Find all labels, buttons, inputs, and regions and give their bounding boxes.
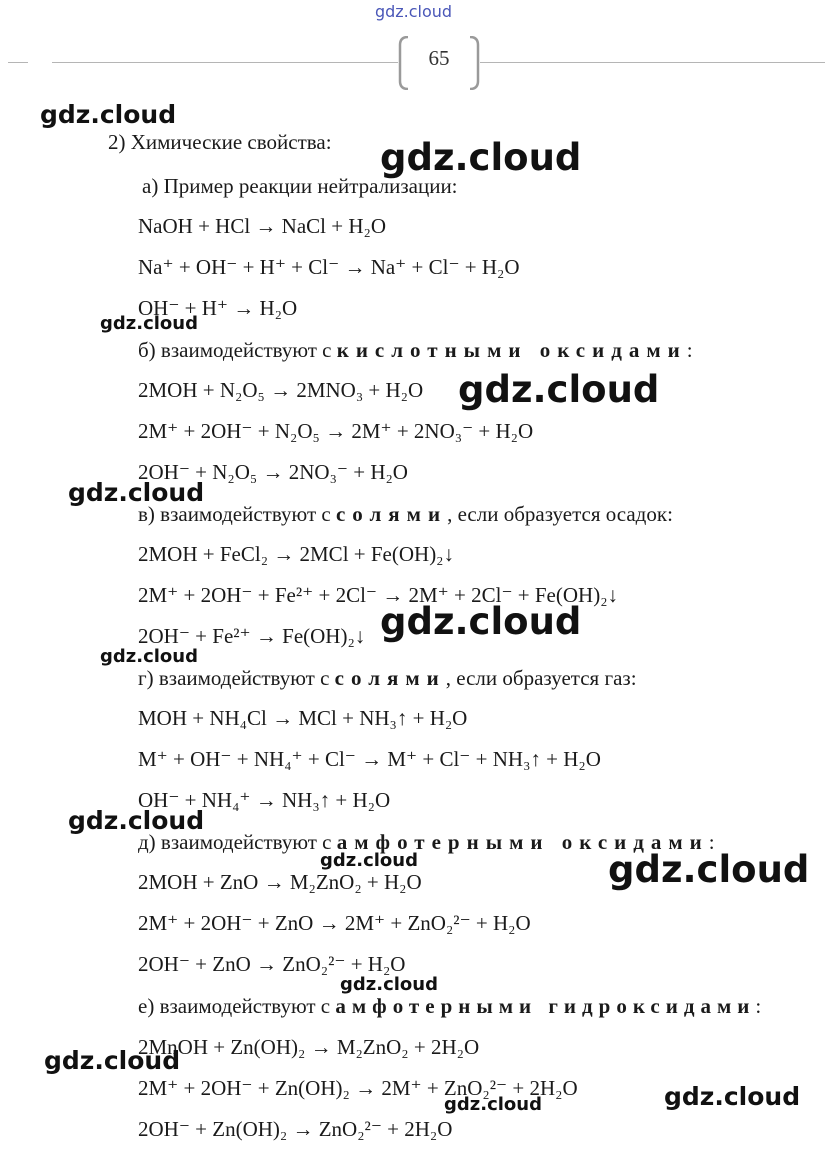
watermark: gdz.cloud [458, 368, 660, 411]
header-rule-right [480, 62, 825, 63]
watermark: gdz.cloud [44, 1046, 181, 1075]
section-e-prefix: е) взаимодействуют с [138, 994, 331, 1018]
section-b-eq3: 2OH⁻ + N₂O₅ → 2NO₃⁻ + H₂O [138, 460, 408, 484]
section-v-eq3: 2OH⁻ + Fe²⁺ → Fe(OH)₂↓ [138, 624, 366, 648]
section-b-eq1: 2MOH + N₂O₅ → 2MNO₃ + H₂O [138, 378, 424, 402]
watermark: gdz.cloud [68, 478, 205, 507]
section-v-emphasis: солями [335, 502, 448, 526]
section-g-eq2: M⁺ + OH⁻ + NH₄⁺ + Cl⁻ → M⁺ + Cl⁻ + NH₃↑ + H₂O [138, 747, 601, 771]
section-b-prefix: б) взаимодействуют с [138, 338, 332, 362]
section-v-suffix: , если образуется осадок: [447, 502, 673, 526]
site-link[interactable]: gdz.cloud [374, 2, 453, 21]
section-b-emphasis: кислотными оксидами [336, 338, 687, 362]
watermark: gdz.cloud [340, 974, 438, 995]
section-g-eq1: MOH + NH₄Cl → MCl + NH₃↑ + H₂O [138, 706, 468, 730]
section-heading: 2) Химические свойства: [108, 130, 332, 154]
watermark: gdz.cloud [444, 1094, 542, 1115]
section-d-eq3: 2OH⁻ + ZnO → ZnO₂²⁻ + H₂O [138, 952, 406, 976]
section-d-emphasis: амфотерными оксидами [336, 830, 709, 854]
watermark: gdz.cloud [68, 806, 205, 835]
header-rule-left [52, 62, 398, 63]
watermark: gdz.cloud [40, 100, 177, 129]
section-g-prefix: г) взаимодействуют с [138, 666, 330, 690]
watermark: gdz.cloud [664, 1082, 801, 1111]
section-e-eq2: 2M⁺ + 2OH⁻ + Zn(OH)₂ → 2M⁺ + ZnO₂²⁻ + 2H₂O [138, 1076, 578, 1100]
section-g-suffix: , если образуется газ: [445, 666, 637, 690]
section-v-eq1: 2MOH + FeCl₂ → 2MCl + Fe(OH)₂↓ [138, 542, 455, 566]
section-a-eq3: OH⁻ + H⁺ → H₂O [138, 296, 298, 320]
section-d-prefix: д) взаимодействуют с [138, 830, 332, 854]
section-e-suffix: : [755, 994, 762, 1018]
section-g-emphasis: солями [334, 666, 446, 690]
section-e-title [138, 994, 761, 1019]
watermark: gdz.cloud [380, 136, 582, 179]
section-a-eq2: Na⁺ + OH⁻ + H⁺ + Cl⁻ → Na⁺ + Cl⁻ + H₂O [138, 255, 520, 279]
section-a-title: а) Пример реакции нейтрализации: [142, 174, 458, 198]
header-rule-left-dash [8, 62, 28, 63]
section-a-eq1: NaOH + HCl → NaCl + H₂O [138, 214, 386, 238]
section-e-emphasis: амфотерными гидроксидами [335, 994, 756, 1018]
watermark: gdz.cloud [380, 600, 582, 643]
section-b-title [138, 338, 693, 363]
section-g-title [138, 666, 637, 691]
section-b-eq2: 2M⁺ + 2OH⁻ + N₂O₅ → 2M⁺ + 2NO₃⁻ + H₂O [138, 419, 534, 443]
watermark: gdz.cloud [320, 850, 418, 871]
watermark: gdz.cloud [608, 848, 810, 891]
watermark: gdz.cloud [100, 313, 198, 334]
section-v-title [138, 502, 673, 527]
section-e-eq3: 2OH⁻ + Zn(OH)₂ → ZnO₂²⁻ + 2H₂O [138, 1117, 453, 1141]
page-number-box [398, 36, 480, 90]
page-number: 65 [428, 46, 450, 70]
section-g-eq3: OH⁻ + NH₄⁺ → NH₃↑ + H₂O [138, 788, 391, 812]
section-d-eq2: 2M⁺ + 2OH⁻ + ZnO → 2M⁺ + ZnO₂²⁻ + H₂O [138, 911, 531, 935]
section-b-suffix: : [686, 338, 693, 362]
section-d-eq1: 2MOH + ZnO → M₂ZnO₂ + H₂O [138, 870, 422, 894]
section-e-eq1: 2MnOH + Zn(OH)₂ → M₂ZnO₂ + 2H₂O [138, 1035, 480, 1059]
section-v-prefix: в) взаимодействуют с [138, 502, 331, 526]
section-v-eq2: 2M⁺ + 2OH⁻ + Fe²⁺ + 2Cl⁻ → 2M⁺ + 2Cl⁻ + Fe(OH)₂↓ [138, 583, 619, 607]
watermark: gdz.cloud [100, 646, 198, 667]
section-d-suffix: : [708, 830, 715, 854]
